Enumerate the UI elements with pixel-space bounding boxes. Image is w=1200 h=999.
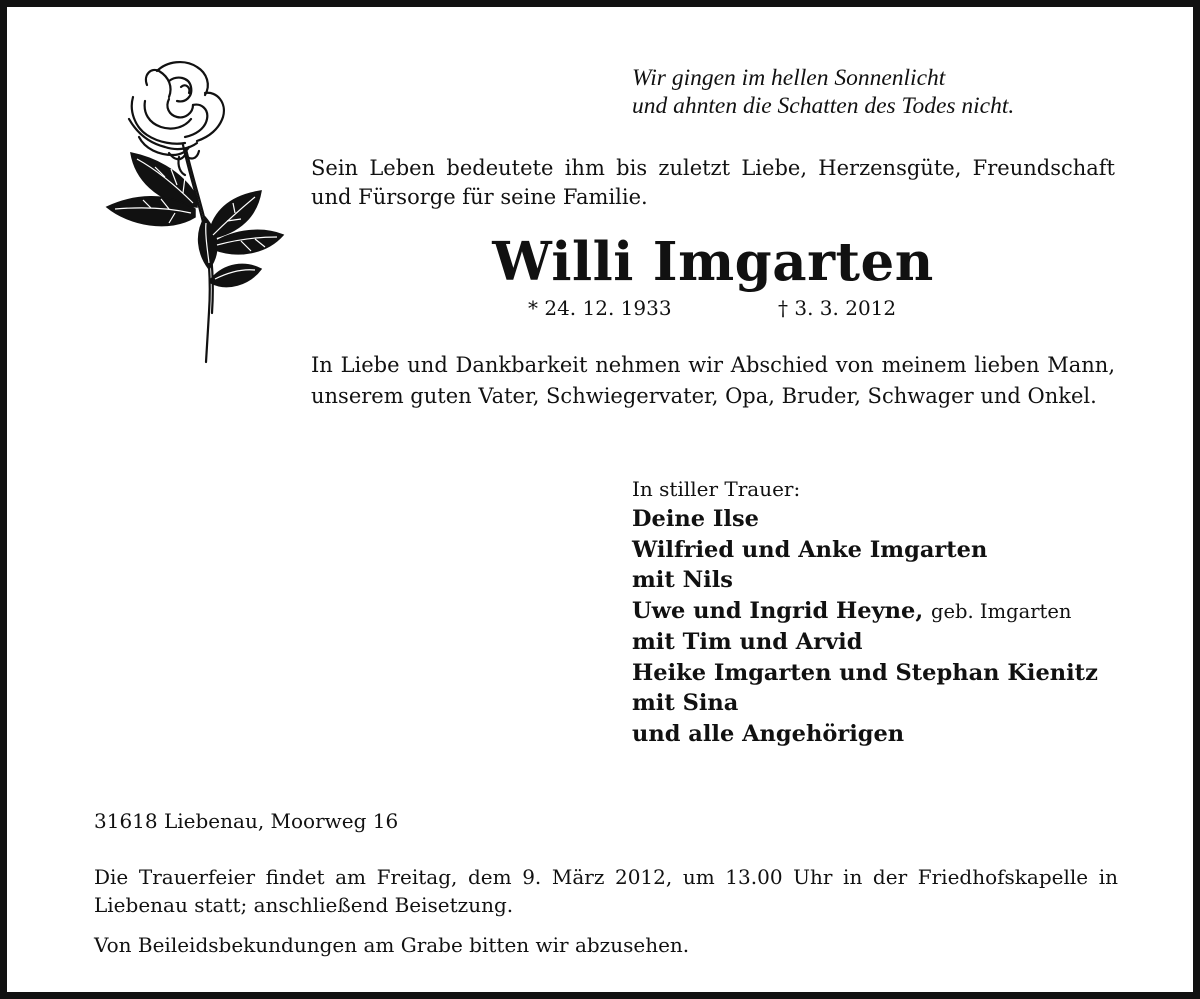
- mourner-line: mit Tim und Arvid: [632, 629, 863, 655]
- address: 31618 Liebenau, Moorweg 16: [94, 809, 399, 833]
- mourner-line: mit Sina: [632, 690, 739, 716]
- quote-line-1: Wir gingen im hellen Sonnenlicht: [632, 65, 946, 91]
- deceased-name: Willi Imgarten: [492, 231, 934, 293]
- mourner-line: Wilfried und Anke Imgarten: [632, 536, 988, 563]
- funeral-service-info: Die Trauerfeier findet am Freitag, dem 9. März 2012, um 13.00 Uhr in der Friedhofskapelle in Liebenau statt; anschließend Beisetzung.: [94, 865, 1118, 917]
- birth-date: * 24. 12. 1933: [528, 296, 672, 320]
- condolence-note: Von Beileidsbekundungen am Grabe bitten wir abzusehen.: [94, 933, 690, 957]
- quote-line-2: und ahnten die Schatten des Todes nicht.: [632, 93, 1015, 119]
- mourner-line: Deine Ilse: [632, 506, 759, 532]
- mourning-label: In stiller Trauer:: [632, 477, 801, 501]
- mourner-line: mit Nils: [632, 567, 733, 593]
- mourner-line: Heike Imgarten und Stephan Kienitz: [632, 659, 1098, 686]
- mourner-name: Uwe und Ingrid Heyne,: [632, 597, 924, 624]
- mourner-line: [632, 596, 1152, 628]
- death-date: † 3. 3. 2012: [778, 296, 897, 320]
- farewell-text: In Liebe und Dankbarkeit nehmen wir Abschied von meinem lieben Mann, unserem guten Vater, Schwiegervater, Opa, Bruder, Schwager und Onkel.: [311, 353, 1115, 408]
- mourner-line: und alle Angehörigen: [632, 720, 905, 747]
- quote: [632, 64, 1152, 120]
- mourners-block: [632, 474, 1152, 749]
- maiden-name-note: geb. Imgarten: [931, 599, 1072, 623]
- rose-icon: [85, 57, 285, 367]
- intro-text: Sein Leben bedeutete ihm bis zuletzt Liebe, Herzensgüte, Freundschaft und Fürsorge für seine Familie.: [311, 156, 1115, 209]
